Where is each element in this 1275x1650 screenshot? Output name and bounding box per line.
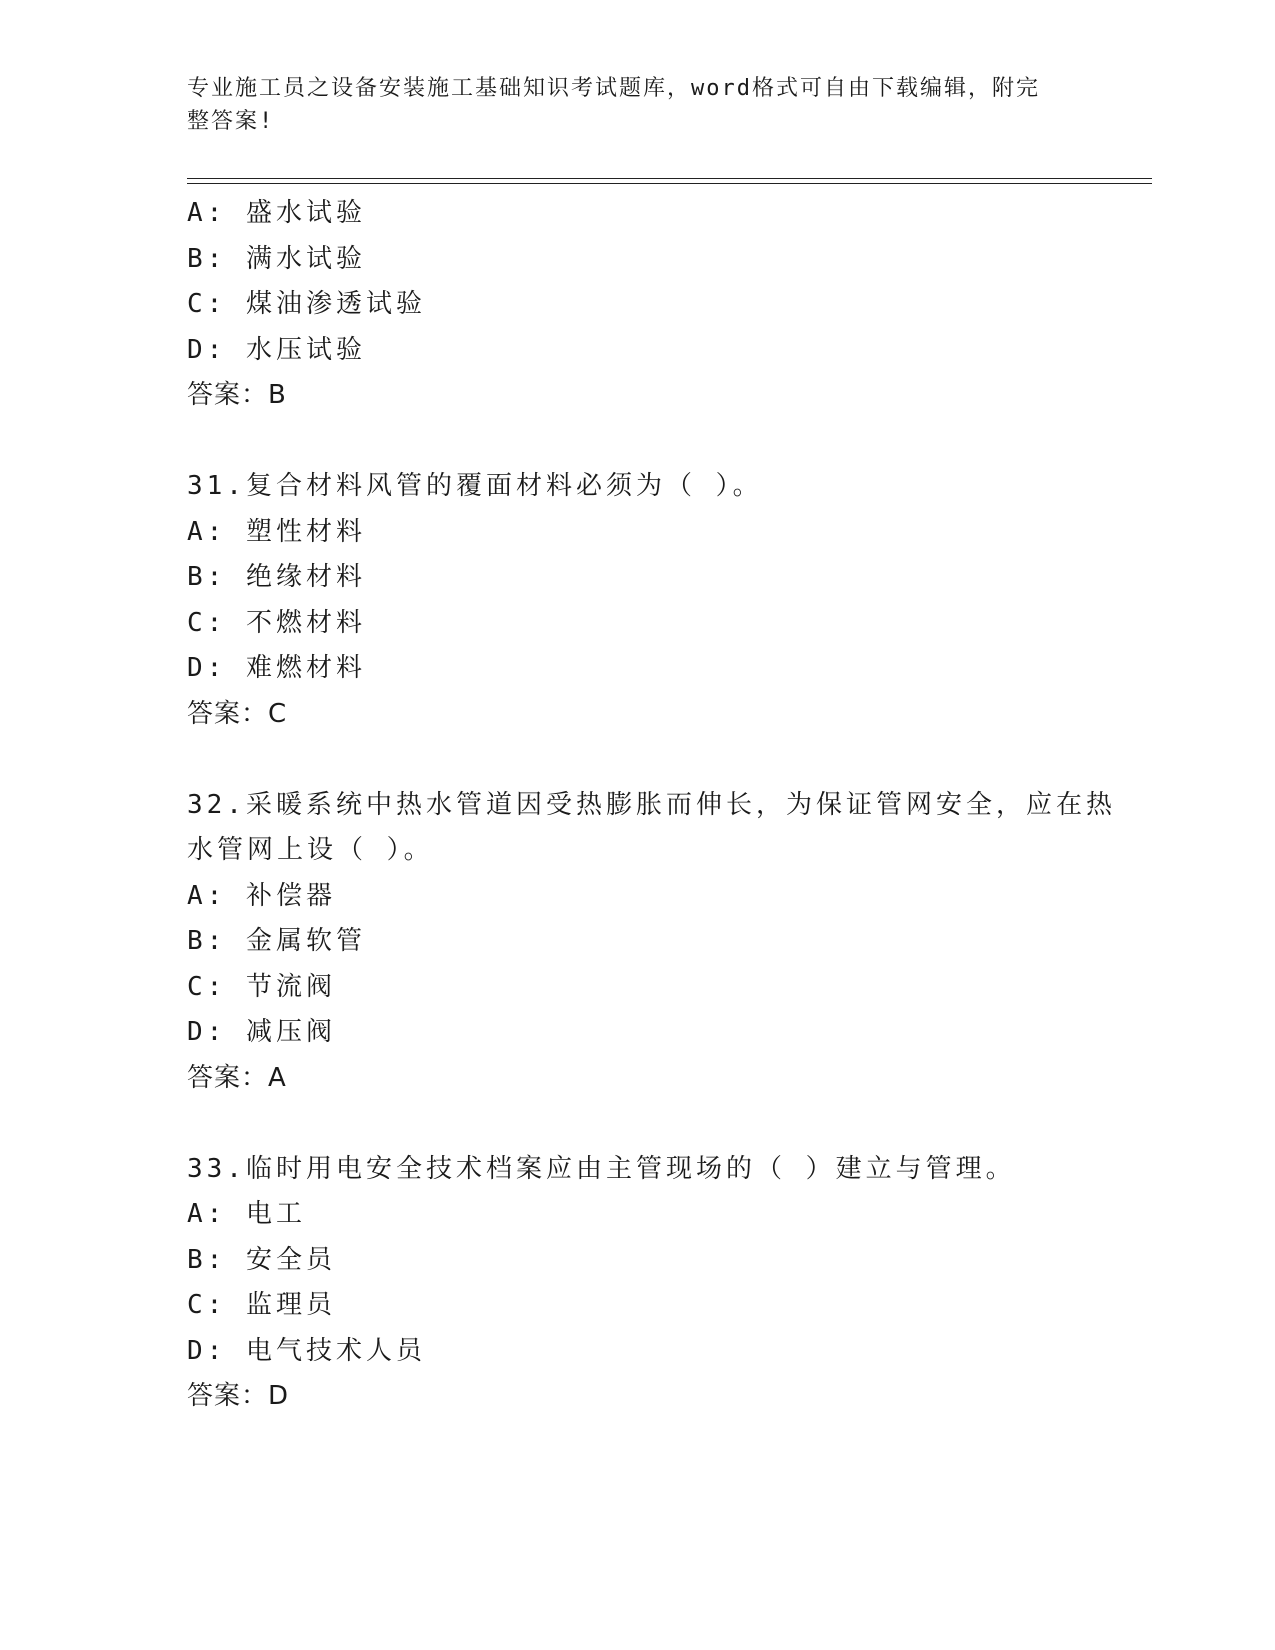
option-label: B: bbox=[187, 562, 227, 592]
answer: 答案：A bbox=[187, 1062, 287, 1093]
question-text-line-2: 水管网上设（ ）。 bbox=[187, 835, 434, 865]
option-label: A: bbox=[187, 198, 227, 228]
option-text: 绝缘材料 bbox=[245, 562, 366, 592]
header-divider-top bbox=[187, 178, 1152, 179]
option-text: 电工 bbox=[245, 1199, 306, 1229]
question-text: 31.复合材料风管的覆面材料必须为（ ）。 bbox=[187, 471, 763, 501]
option-label: C: bbox=[187, 289, 227, 319]
option-label: A: bbox=[187, 1199, 227, 1229]
option-a bbox=[187, 191, 1087, 237]
option-d bbox=[187, 1329, 1087, 1375]
option-label: A: bbox=[187, 880, 227, 911]
option-text: 减压阀 bbox=[245, 1017, 336, 1047]
option-c bbox=[187, 282, 1087, 328]
option-d bbox=[187, 1010, 1087, 1056]
option-b bbox=[187, 919, 1087, 965]
question-list bbox=[187, 191, 1116, 1420]
option-d bbox=[187, 328, 1087, 374]
question-block-30 bbox=[187, 191, 1087, 419]
option-text: 盛水试验 bbox=[245, 198, 366, 228]
option-c bbox=[187, 965, 1087, 1011]
header-divider-bottom bbox=[187, 183, 1152, 184]
option-label: C: bbox=[187, 607, 227, 638]
option-text: 电气技术人员 bbox=[245, 1335, 426, 1366]
answer: 答案：B bbox=[187, 380, 287, 410]
option-label: D: bbox=[187, 334, 227, 365]
option-label: B: bbox=[187, 243, 227, 274]
option-text: 塑性材料 bbox=[245, 516, 366, 547]
option-label: D: bbox=[187, 1335, 227, 1366]
option-text: 监理员 bbox=[245, 1290, 336, 1320]
option-text: 煤油渗透试验 bbox=[245, 289, 426, 319]
option-a bbox=[187, 510, 1087, 556]
answer: 答案：C bbox=[187, 698, 288, 729]
option-a bbox=[187, 1192, 1087, 1238]
option-label: D: bbox=[187, 653, 227, 683]
option-text: 补偿器 bbox=[245, 880, 336, 911]
option-b bbox=[187, 555, 1087, 601]
answer: 答案：D bbox=[187, 1381, 290, 1411]
option-a bbox=[187, 874, 1087, 920]
spacer bbox=[187, 1101, 1087, 1147]
option-b bbox=[187, 1238, 1087, 1284]
option-label: D: bbox=[187, 1017, 227, 1047]
question-block-33 bbox=[187, 1147, 1087, 1420]
option-label: A: bbox=[187, 516, 227, 547]
option-text: 不燃材料 bbox=[245, 607, 366, 638]
option-text: 难燃材料 bbox=[245, 653, 366, 683]
option-label: C: bbox=[187, 971, 227, 1002]
option-c bbox=[187, 601, 1087, 647]
option-label: C: bbox=[187, 1290, 227, 1320]
header-line-2: 整答案! bbox=[187, 109, 275, 134]
spacer bbox=[187, 419, 1087, 465]
question-text: 33.临时用电安全技术档案应由主管现场的（ ）建立与管理。 bbox=[187, 1153, 1016, 1184]
option-label: B: bbox=[187, 926, 227, 956]
option-text: 水压试验 bbox=[245, 334, 366, 365]
option-label: B: bbox=[187, 1244, 227, 1275]
question-block-31 bbox=[187, 464, 1087, 737]
option-text: 安全员 bbox=[245, 1244, 336, 1275]
question-text-line-1: 32.采暖系统中热水管道因受热膨胀而伸长，为保证管网安全，应在热 bbox=[187, 789, 1116, 820]
option-b bbox=[187, 237, 1087, 283]
option-text: 满水试验 bbox=[245, 243, 366, 274]
header-line-1: 专业施工员之设备安装施工基础知识考试题库，word格式可自由下载编辑，附完 bbox=[187, 76, 1040, 101]
option-d bbox=[187, 646, 1087, 692]
option-c bbox=[187, 1283, 1087, 1329]
document-header bbox=[187, 72, 1067, 138]
spacer bbox=[187, 737, 1087, 783]
question-block-32 bbox=[187, 783, 1116, 1102]
option-text: 节流阀 bbox=[245, 971, 336, 1002]
option-text: 金属软管 bbox=[245, 926, 366, 956]
